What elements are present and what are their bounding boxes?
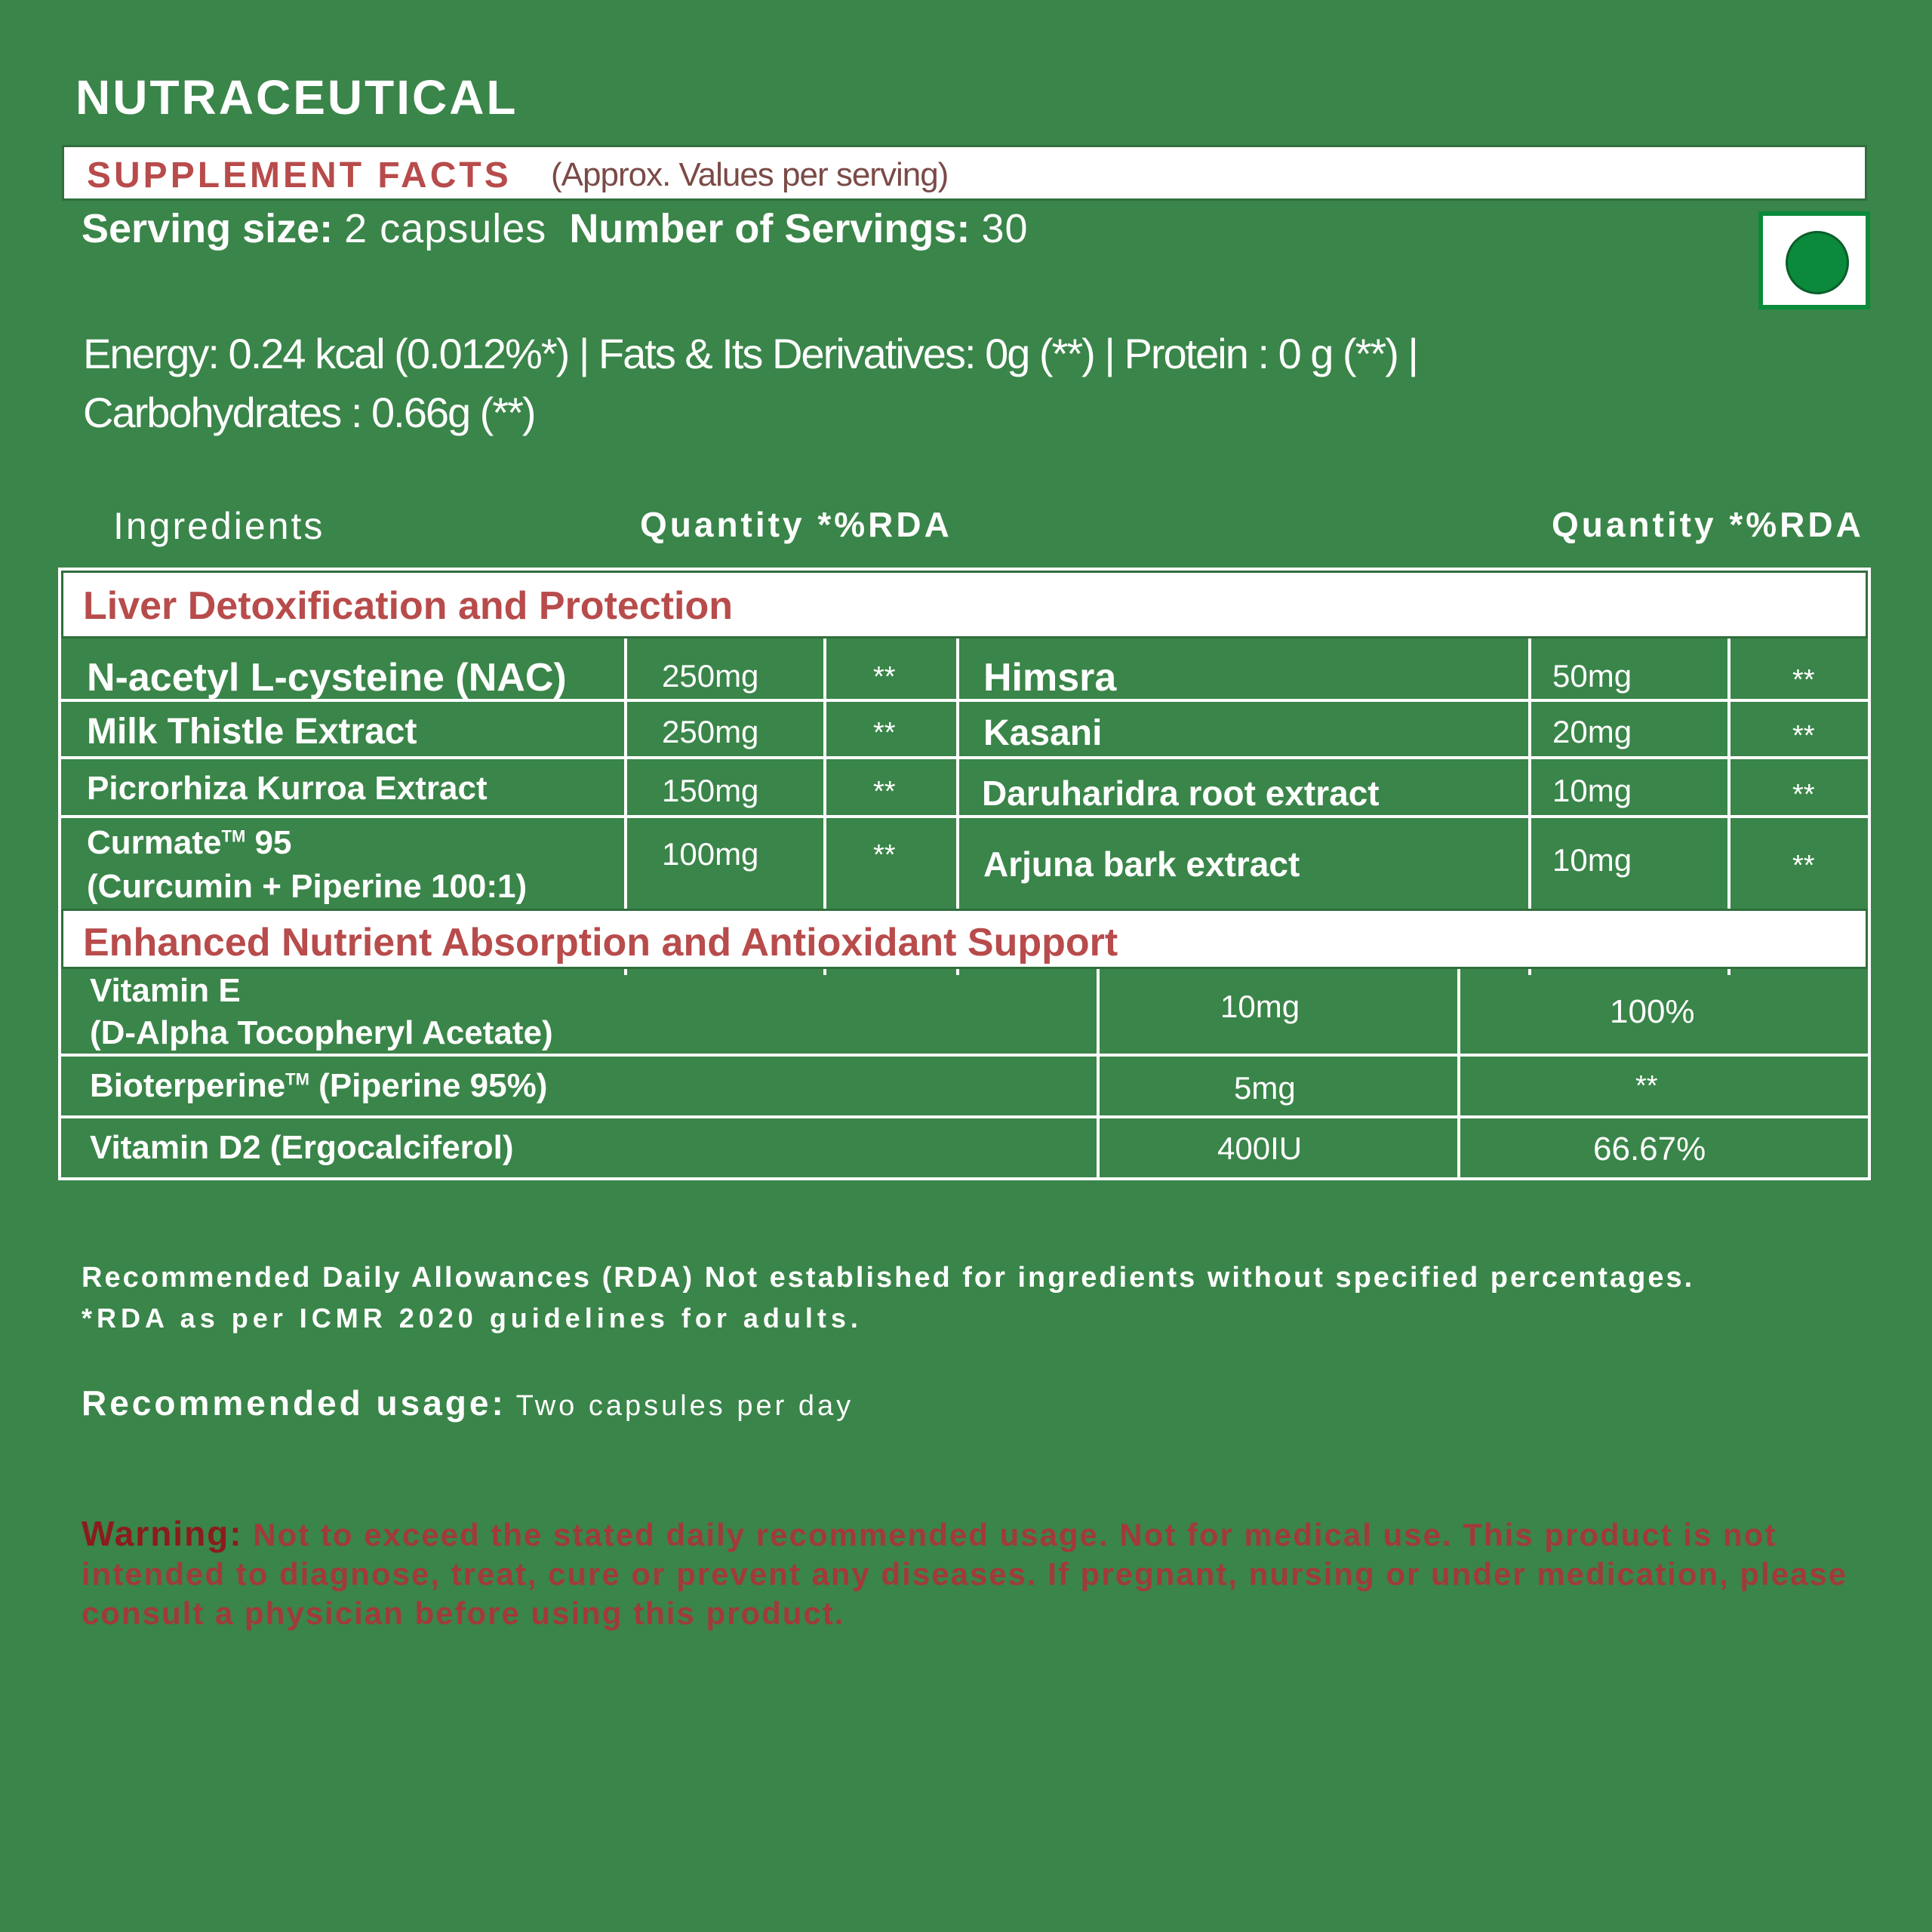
usage-value: Two capsules per day — [515, 1390, 854, 1422]
ingredient-quantity: 10mg — [1552, 773, 1632, 808]
servings-count-label: Number of Servings: — [569, 206, 971, 251]
ingredient-quantity: 150mg — [662, 773, 759, 808]
ingredients-table — [58, 568, 1871, 1180]
ingredient-rda: ** — [873, 839, 896, 871]
brand-title: NUTRACEUTICAL — [75, 70, 518, 125]
section-header-liver: Liver Detoxification and Protection — [61, 571, 1868, 638]
ingredient-rda: ** — [873, 776, 896, 808]
ingredient-name: Curmate™ 95 — [87, 824, 292, 861]
nutrition-line-2: Carbohydrates : 0.66g (**) — [83, 389, 535, 436]
ingredient-rda: ** — [1792, 779, 1815, 811]
ingredient-rda: ** — [1792, 850, 1815, 881]
column-header-quantity-left: Quantity *%RDA — [640, 505, 952, 544]
nutrient-quantity: 400IU — [1217, 1131, 1303, 1166]
column-header-ingredients: Ingredients — [113, 505, 325, 547]
usage-label: Recommended usage: — [82, 1383, 506, 1423]
ingredient-rda: ** — [873, 717, 896, 749]
supplement-facts-title: SUPPLEMENT FACTS — [87, 155, 512, 195]
nutrient-quantity: 5mg — [1234, 1070, 1296, 1106]
nutrient-name: Vitamin D2 (Ergocalciferol) — [90, 1129, 514, 1166]
rda-footnote: Recommended Daily Allowances (RDA) Not established for ingredients without specified percentages. — [82, 1262, 1695, 1294]
nutrition-line-1: Energy: 0.24 kcal (0.012%*) | Fats & Its Derivatives: 0g (**) | Protein : 0 g (**) | — [83, 330, 1417, 377]
icmr-footnote: *RDA as per ICMR 2020 guidelines for adults. — [82, 1303, 863, 1334]
ingredient-name-line-2: (Curcumin + Piperine 100:1) — [87, 868, 528, 905]
vegetarian-mark-icon — [1758, 211, 1870, 309]
warning-text — [82, 1514, 1908, 1633]
serving-size-label: Serving size: — [82, 206, 334, 251]
nutrient-name: Vitamin E — [90, 972, 241, 1009]
ingredient-quantity: 250mg — [662, 714, 759, 749]
ingredient-name: Picrorhiza Kurroa Extract — [87, 770, 488, 807]
trademark-mark: TM — [285, 1069, 309, 1089]
section-header-absorption: Enhanced Nutrient Absorption and Antioxidant Support — [61, 909, 1868, 969]
ingredient-name: Arjuna bark extract — [983, 844, 1300, 884]
nutrient-name: Bioterperine™ (Piperine 95%) — [90, 1067, 548, 1104]
ingredient-rda: ** — [873, 661, 896, 693]
trademark-mark: TM — [221, 826, 246, 846]
serving-info — [82, 205, 1029, 252]
nutrient-rda: ** — [1635, 1070, 1658, 1102]
ingredient-name: Kasani — [983, 713, 1103, 753]
nutrition-summary — [83, 325, 1417, 442]
column-header-quantity-right: Quantity *%RDA — [1552, 505, 1864, 544]
ingredient-quantity: 100mg — [662, 836, 759, 872]
ingredient-quantity: 250mg — [662, 658, 759, 694]
serving-size-value: 2 capsules — [344, 206, 547, 251]
ingredient-quantity: 50mg — [1552, 658, 1632, 694]
servings-count-value: 30 — [981, 206, 1029, 251]
nutrient-rda: 100% — [1610, 993, 1695, 1030]
nutrient-name-line-2: (D-Alpha Tocopheryl Acetate) — [90, 1014, 553, 1051]
nutrient-rda: 66.67% — [1593, 1131, 1706, 1168]
warning-body: Not to exceed the stated daily recommended usage. Not for medical use. This product is not intended to diagnose, treat, cure or prevent any diseases. If pregnant, nursing or under medication, please consult a physician before using this product. — [82, 1517, 1848, 1631]
supplement-facts-note: (Approx. Values per serving) — [551, 156, 949, 193]
ingredient-name: Himsra — [983, 656, 1117, 700]
ingredient-name: N-acetyl L-cysteine (NAC) — [87, 656, 567, 700]
ingredient-name: Milk Thistle Extract — [87, 712, 417, 752]
recommended-usage — [82, 1383, 854, 1423]
ingredient-name: Daruharidra root extract — [982, 774, 1380, 813]
nutrient-quantity: 10mg — [1220, 989, 1300, 1024]
ingredient-rda: ** — [1792, 720, 1815, 752]
supplement-facts-banner — [62, 145, 1867, 201]
warning-label: Warning: — [82, 1514, 243, 1553]
ingredient-rda: ** — [1792, 664, 1815, 696]
ingredient-quantity: 20mg — [1552, 714, 1632, 749]
ingredient-quantity: 10mg — [1552, 842, 1632, 878]
vegetarian-dot — [1786, 231, 1849, 294]
